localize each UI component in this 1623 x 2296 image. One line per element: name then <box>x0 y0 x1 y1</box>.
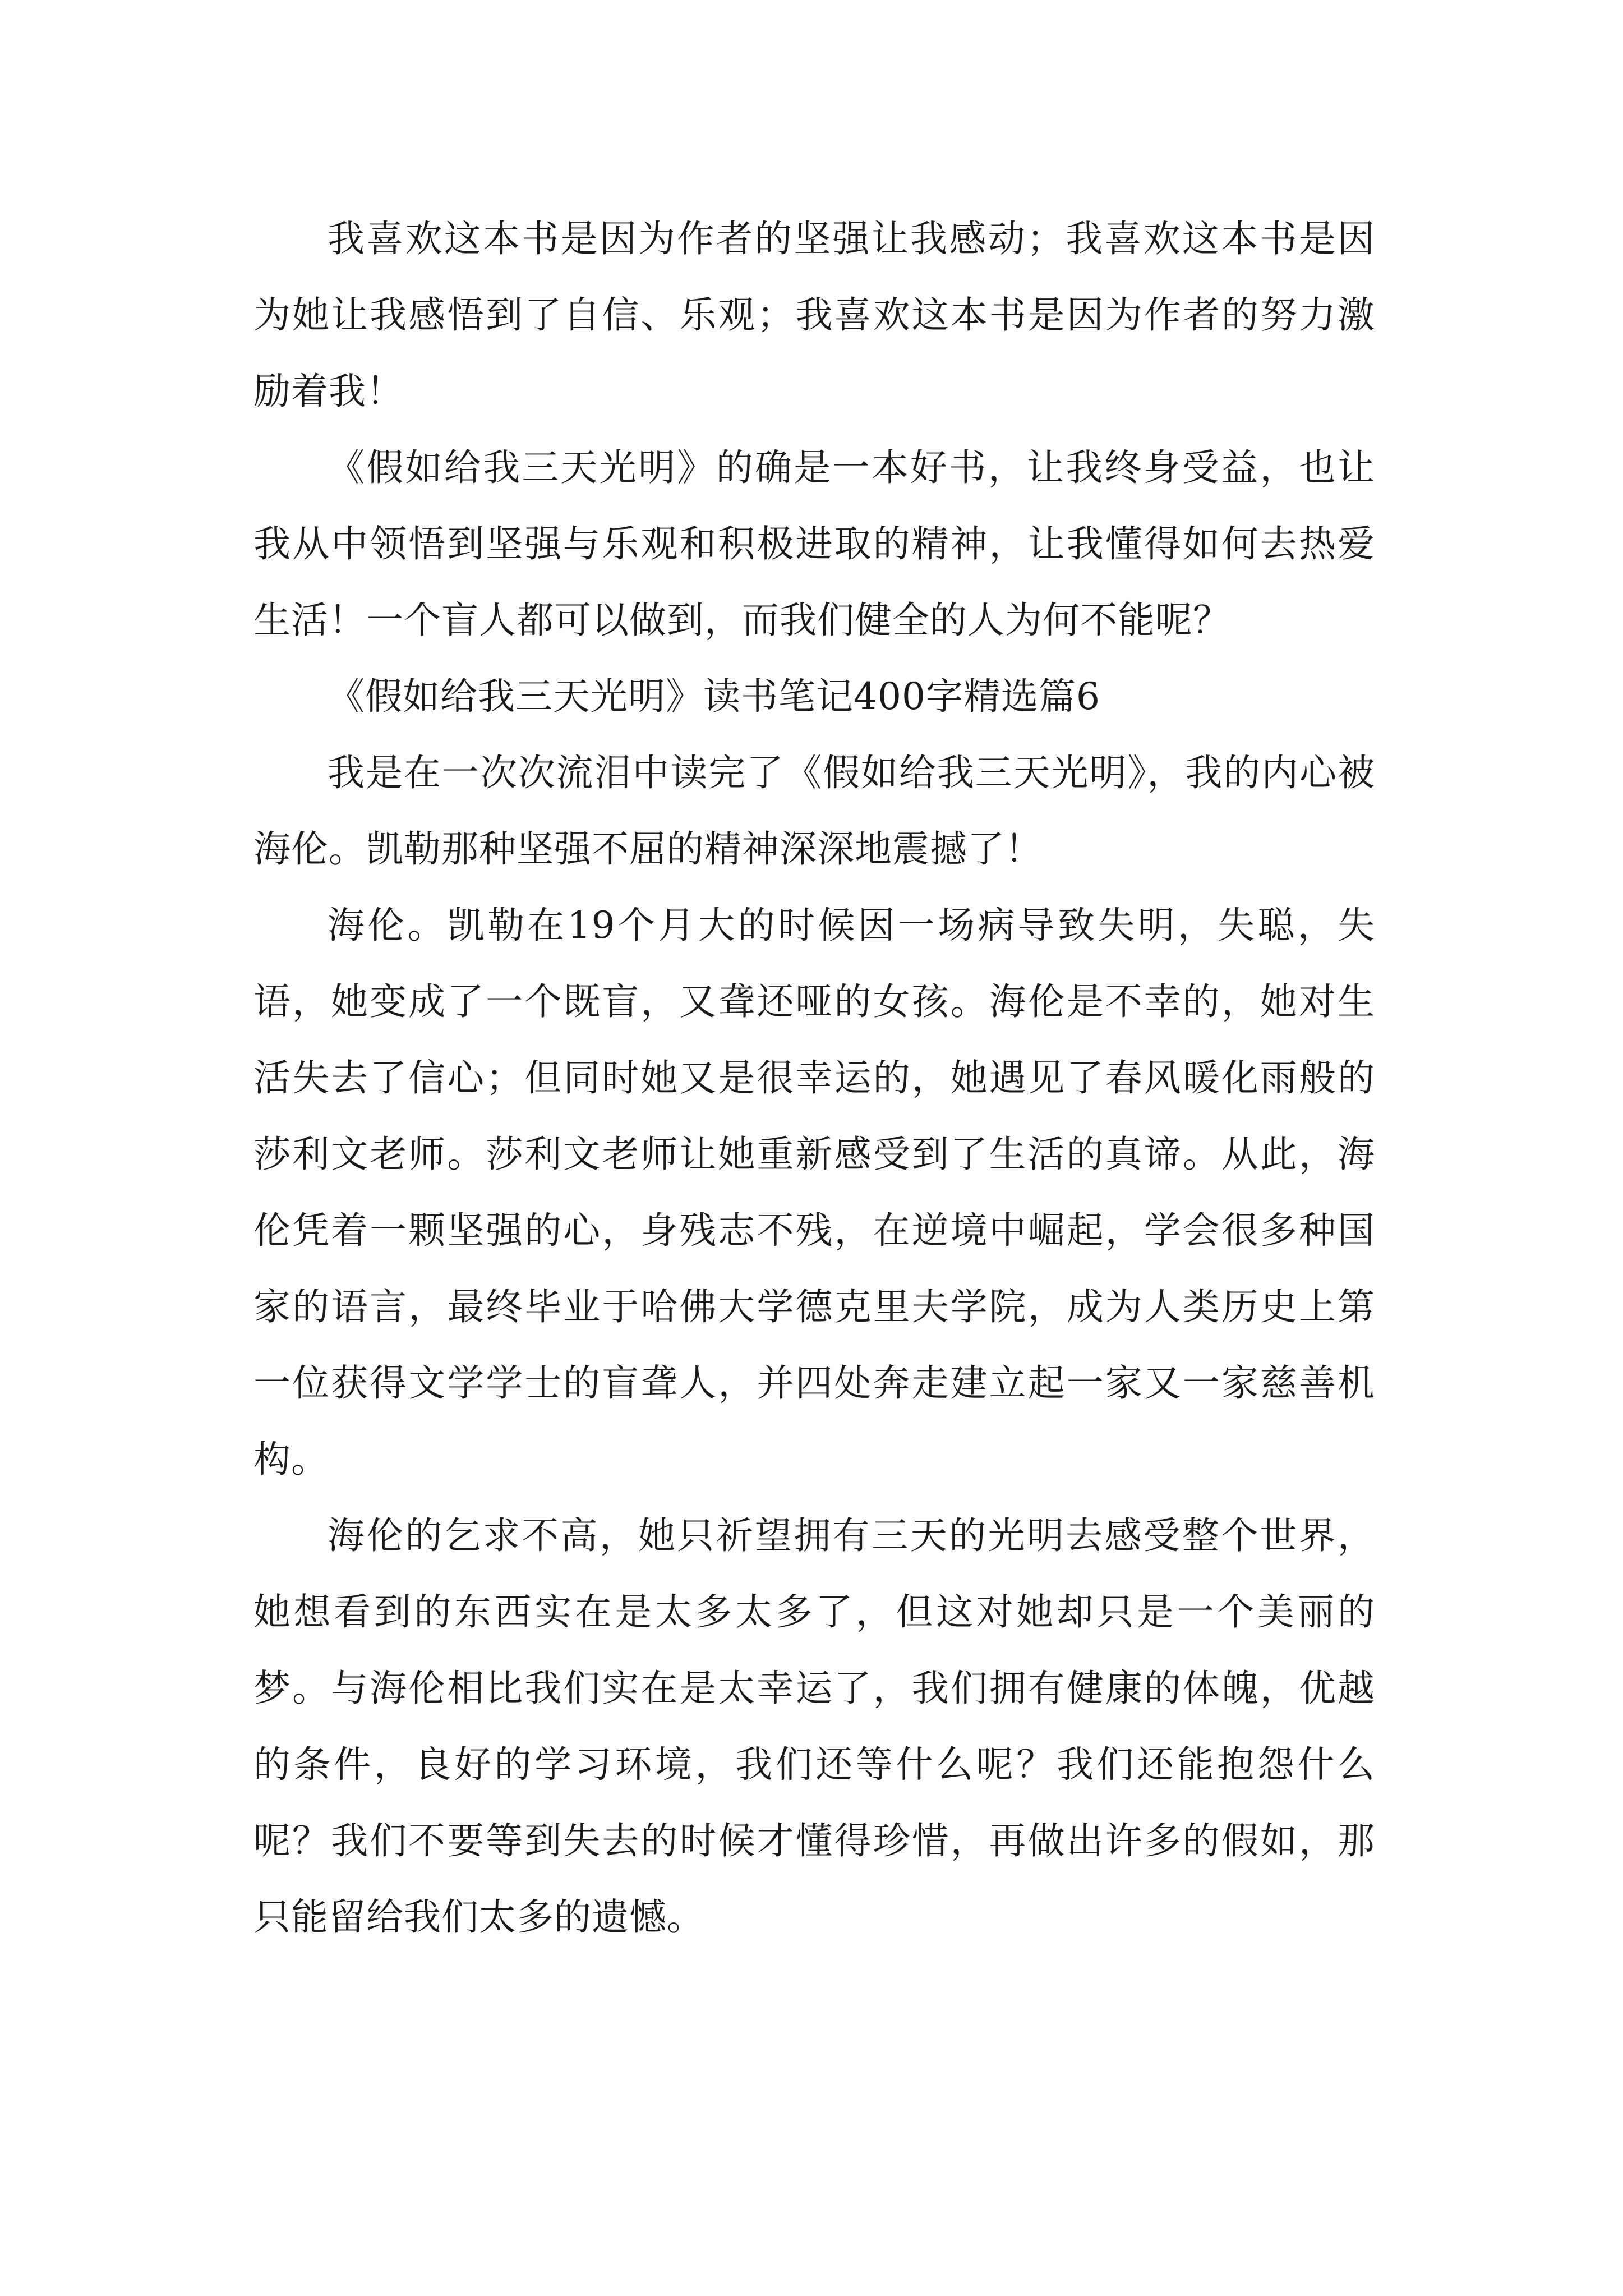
document-body <box>253 201 1375 1955</box>
paragraph-conclusion: 《假如给我三天光明》的确是一本好书，让我终身受益，也让我从中领悟到坚强与乐观和积极进取的精神，让我懂得如何去热爱生活！一个盲人都可以做到，而我们健全的人为何不能呢？ <box>253 446 1375 642</box>
section-heading: 《假如给我三天光明》读书笔记400字精选篇6 <box>328 675 1100 718</box>
paragraph-intro: 我是在一次次流泪中读完了《假如给我三天光明》，我的内心被海伦。凯勒那种坚强不屈的精神深深地震撼了！ <box>253 751 1375 871</box>
paragraph-helen-story: 海伦。凯勒在19个月大的时候因一场病导致失明，失聪，失语，她变成了一个既盲，又聋还哑的女孩。海伦是不幸的，她对生活失去了信心；但同时她又是很幸运的，她遇见了春风暖化雨般的莎利文老师。莎利文老师让她重新感受到了生活的真谛。从此，海伦凭着一颗坚强的心，身残志不残，在逆境中崛起，学会很多种国家的语言，最终毕业于哈佛大学德克里夫学院，成为人类历史上第一位获得文学学士的盲聋人，并四处奔走建立起一家又一家慈善机构。 <box>253 904 1375 1481</box>
paragraph-reasons: 我喜欢这本书是因为作者的坚强让我感动；我喜欢这本书是因为她让我感悟到了自信、乐观；我喜欢这本书是因为作者的努力激励着我！ <box>253 217 1375 413</box>
paragraph-reflection: 海伦的乞求不高，她只祈望拥有三天的光明去感受整个世界，她想看到的东西实在是太多太多了，但这对她却只是一个美丽的梦。与海伦相比我们实在是太幸运了，我们拥有健康的体魄，优越的条件，良好的学习环境，我们还等什么呢？我们还能抱怨什么呢？我们不要等到失去的时候才懂得珍惜，再做出许多的假如，那只能留给我们太多的遗憾。 <box>253 1514 1375 1939</box>
